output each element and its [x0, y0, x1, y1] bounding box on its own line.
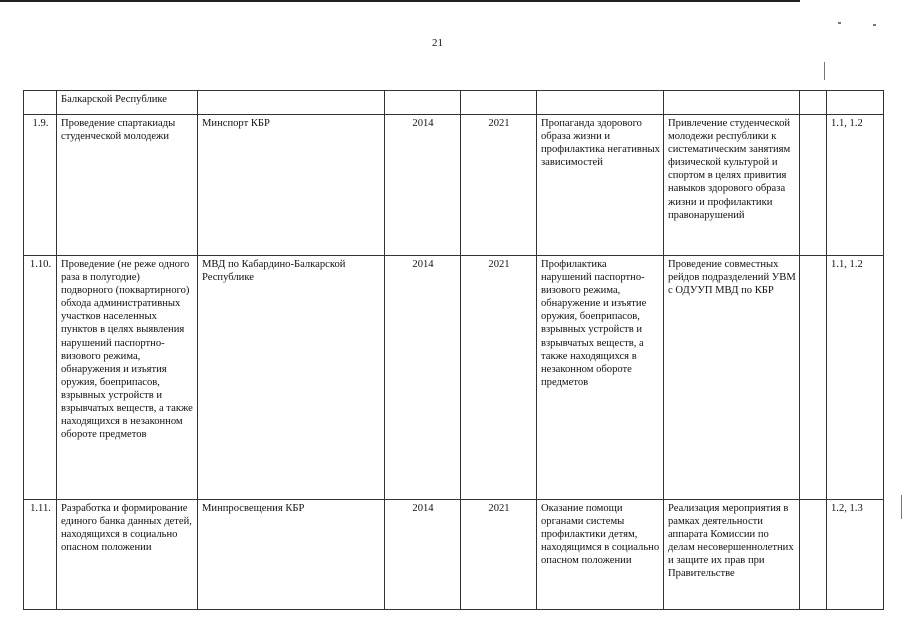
cell-executor: Минпросвещения КБР	[198, 500, 385, 610]
cell-result: Привлечение студенческой молодежи республики к систематическим занятиям физической культурой и спортом в целях привития навыков здорового образа жизни и профилактики правонарушений	[664, 115, 800, 256]
cell-goal: Профилактика нарушений паспортно-визового режима, обнаружение и изъятие оружия, боеприпасов, взрывных устройств и взрывчатых веществ, а также находящихся в незаконном обороте предметов	[537, 256, 664, 500]
cell-start-year: 2014	[385, 256, 461, 500]
cell-goal: Пропаганда здорового образа жизни и профилактика негативных зависимостей	[537, 115, 664, 256]
cell-num: 1.9.	[24, 115, 57, 256]
cell-end-year: 2021	[461, 500, 537, 610]
cell-refs: 1.2, 1.3	[827, 500, 884, 610]
cell-end-year	[461, 91, 537, 115]
cell-executor: Минспорт КБР	[198, 115, 385, 256]
cell-goal: Оказание помощи органами системы профилактики детям, находящимся в социально опасном положении	[537, 500, 664, 610]
cell-result	[664, 91, 800, 115]
cell-num: 1.11.	[24, 500, 57, 610]
cell-separator	[800, 91, 827, 115]
cell-result: Проведение совместных рейдов подразделений УВМ с ОДУУП МВД по КБР	[664, 256, 800, 500]
scan-artifact	[873, 24, 876, 26]
page-number: 21	[432, 37, 443, 49]
cell-separator	[800, 115, 827, 256]
table-row	[24, 115, 884, 256]
cell-start-year: 2014	[385, 115, 461, 256]
cell-executor	[198, 91, 385, 115]
cell-event: Проведение (не реже одного раза в полугодие) подворного (поквартирного) обхода административных участков населенных пунктов в целях выявления нарушений паспортно-визового режима, обнаружения и изъятия оружия, боеприпасов, взрывных устройств и взрывчатых веществ, а также находящихся в незаконном обороте предметов	[57, 256, 198, 500]
cell-num: 1.10.	[24, 256, 57, 500]
cell-refs: 1.1, 1.2	[827, 115, 884, 256]
cell-end-year: 2021	[461, 256, 537, 500]
scan-artifact	[824, 62, 825, 80]
cell-num	[24, 91, 57, 115]
cell-refs	[827, 91, 884, 115]
table-row-continuation	[24, 91, 884, 115]
cell-start-year	[385, 91, 461, 115]
top-border-line	[0, 0, 800, 2]
cell-result: Реализация мероприятия в рамках деятельности аппарата Комиссии по делам несовершеннолетних и защите их прав при Правительстве	[664, 500, 800, 610]
table-row	[24, 500, 884, 610]
table-row	[24, 256, 884, 500]
cell-event: Балкарской Республике	[57, 91, 198, 115]
cell-separator	[800, 500, 827, 610]
measures-table	[23, 90, 884, 610]
cell-event: Проведение спартакиады студенческой молодежи	[57, 115, 198, 256]
cell-start-year: 2014	[385, 500, 461, 610]
cell-goal	[537, 91, 664, 115]
cell-end-year: 2021	[461, 115, 537, 256]
cell-event: Разработка и формирование единого банка данных детей, находящихся в социально опасном положении	[57, 500, 198, 610]
cell-separator	[800, 256, 827, 500]
scan-artifact	[838, 22, 841, 24]
scan-artifact	[901, 495, 902, 519]
cell-refs: 1.1, 1.2	[827, 256, 884, 500]
cell-executor: МВД по Кабардино-Балкарской Республике	[198, 256, 385, 500]
